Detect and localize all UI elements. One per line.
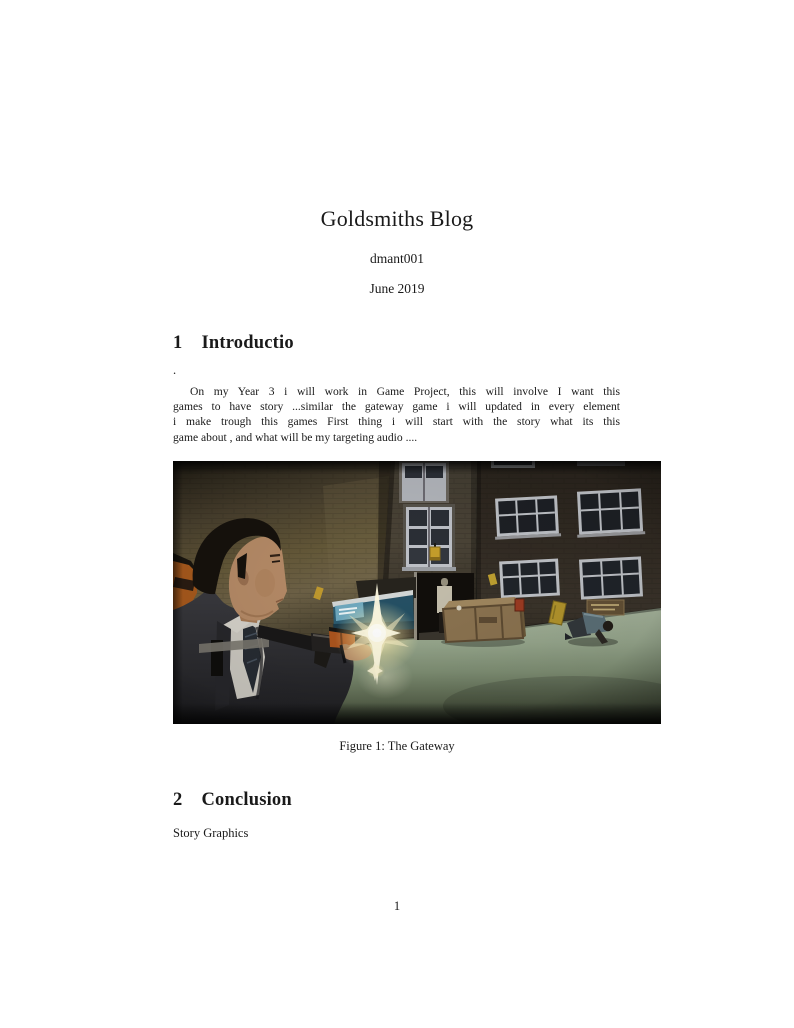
paragraph-line: On my Year 3 i will work in Game Project, this will involve I want this: [190, 385, 620, 398]
section-title: Introductio: [201, 333, 294, 353]
section-number: 2: [173, 790, 183, 810]
section-heading-conclusion: [173, 790, 673, 811]
date: June 2019: [369, 281, 425, 296]
figure-caption: Figure 1: The Gateway: [339, 739, 455, 753]
page-number: 1: [393, 899, 401, 913]
figure-image: [173, 461, 661, 724]
conclusion-text: Story Graphics: [173, 826, 249, 840]
paragraph-line: i make trough this games First thing i will start with the story what its this: [173, 415, 620, 429]
page-title: Goldsmiths Blog: [320, 206, 474, 231]
vignette: [173, 461, 661, 724]
game-screenshot: [173, 461, 661, 724]
paragraph-line: game about , and what will be my targeting audio ....: [173, 430, 418, 444]
section-number: 1: [173, 333, 183, 353]
paragraph-line: games to have story ...similar the gateway game i will updated in every element: [173, 400, 620, 414]
author: dmant001: [370, 251, 424, 266]
stray-period: .: [173, 363, 177, 377]
section-title: Conclusion: [201, 790, 292, 810]
intro-paragraph: [173, 384, 620, 445]
section-heading-introduction: [173, 333, 673, 354]
